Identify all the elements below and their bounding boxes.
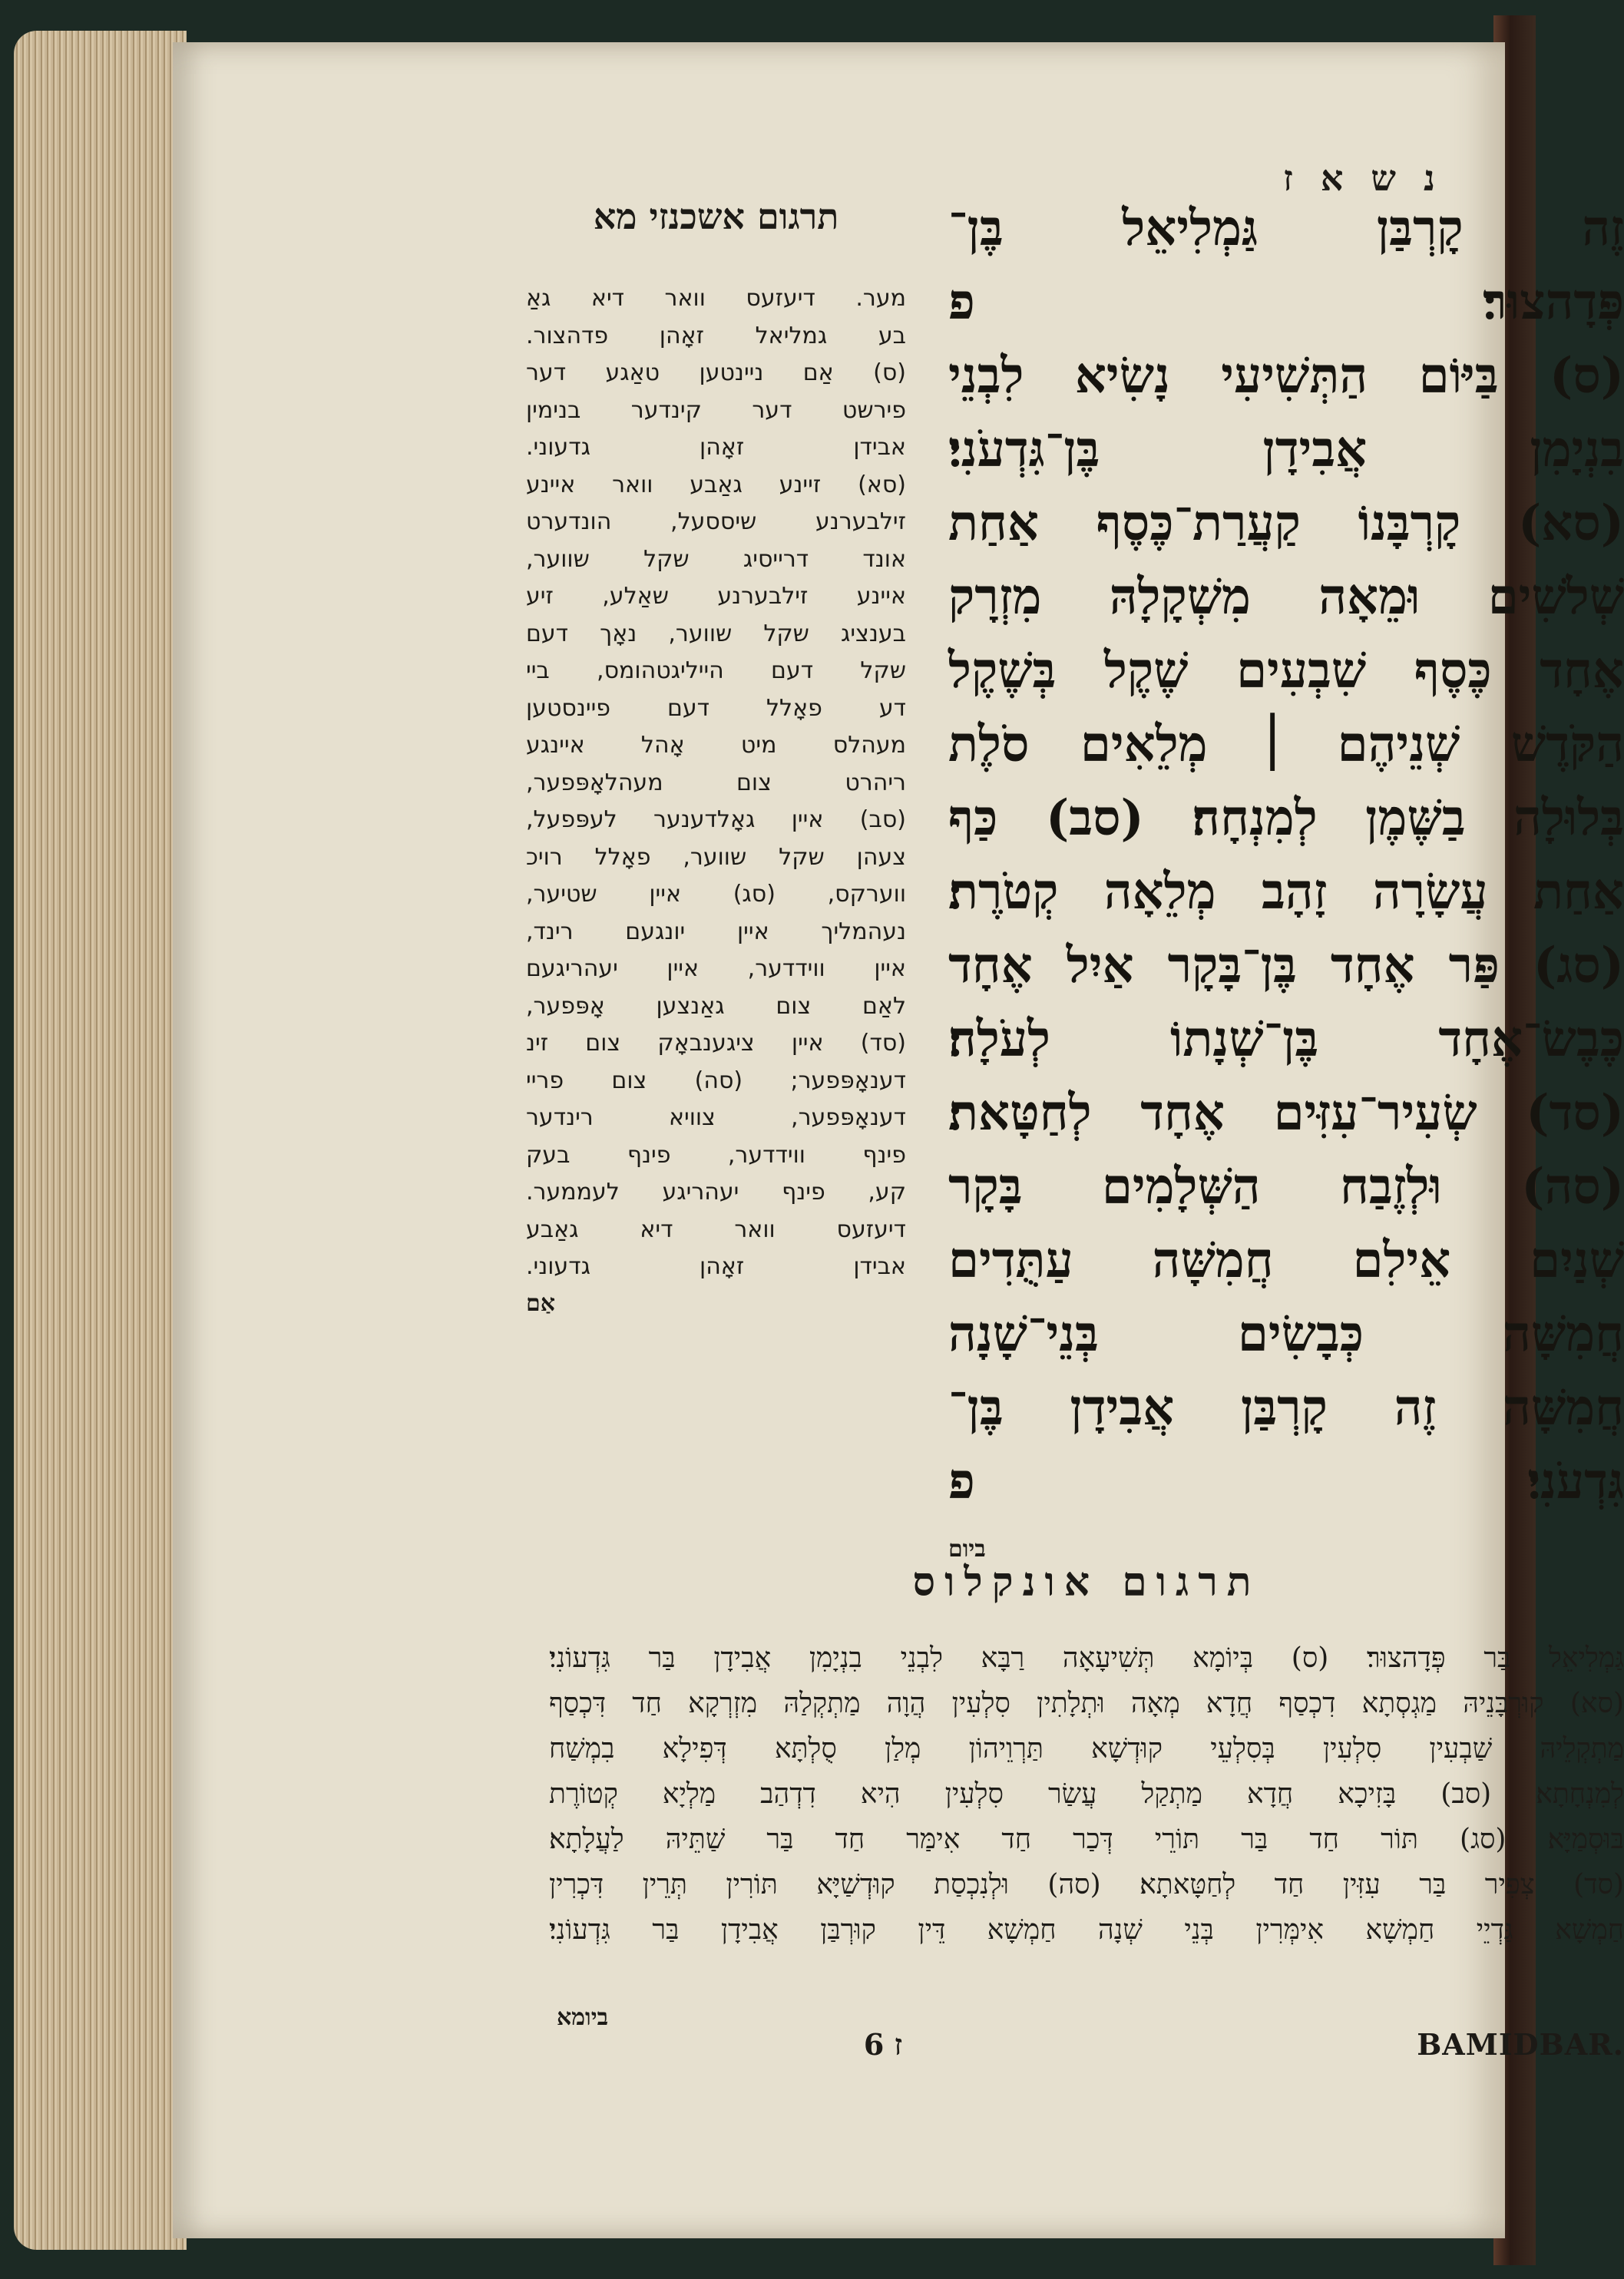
onkelos-title: תרגום אונקלוס xyxy=(912,1559,1261,1606)
onkelos-catchword: ביומא xyxy=(557,2004,609,2031)
translation-line: דענאָפּפער; (סה) צום פריי xyxy=(526,1067,906,1094)
onkelos-line: (סא) קוּרְבָּנֵיהּ מַגְסְתָא דִכְסַף חֲדָא מְאָה וּתְלָתִין סִלְעִין הֲוָה מַתְקְלַהּ מִזְרְקָא חַד דִּכְסַף xyxy=(549,1688,1624,1719)
translation-line: (ס) אַם ניינטען טאַגע דער xyxy=(526,359,906,386)
translation-line: (סא) זיינע גאַבע וואר איינע xyxy=(526,471,906,498)
onkelos-line: (סד) צְפִיר בַּר עִזִּין חַד לְחַטָּאתָא׃ (סה) וּלְנִכְסַת קוּדְשַׁיָּא תּוֹרִין תְּרֵין דִּכְרִין xyxy=(549,1869,1624,1900)
running-head-left: תרגום אשכנזי מא xyxy=(593,196,839,237)
onkelos-line: לְמִנְחָתָא׃ (סב) בָּזִיכָא חֲדָא מַתְקַל עֲשַׂר סִלְעִין הִיא דִדְהַב מַלְיָא קְטוֹרֶת xyxy=(549,1778,1624,1810)
main-text-line: פְּדָהצוּר׃ פ xyxy=(948,273,1624,331)
translation-line: ווערקס, (סג) איין שטיער, xyxy=(526,881,906,908)
translation-line: מער. דיעזעס וואר דיא גאַ xyxy=(526,285,906,312)
translation-line: אבידן זאָהן גדעוני. xyxy=(526,1253,906,1280)
book-title-footer: BAMIDBAR. xyxy=(1417,2027,1624,2062)
translation-line: (סד) איין ציגענבאָק צום זינ xyxy=(526,1030,906,1057)
translation-line: נעהמליך איין יונגעם רינד, xyxy=(526,918,906,945)
main-text-line: (ס) בַּיּוֹם הַתְּשִׁיעִי נָשִׂיא לִבְנֵי xyxy=(948,347,1624,405)
book-page xyxy=(173,42,1624,2238)
translation-line: ריהרט צום מעהלאָפּפער, xyxy=(526,769,906,796)
main-text-line: בִנְיָמִן אֲבִידָן בֶּן־גִּדְעֹנִי׃ xyxy=(948,421,1624,478)
main-text-line: חֲמִשָּׁה כְּבָשִׂים בְּנֵי־שָׁנָה xyxy=(948,1305,1624,1363)
onkelos-line: בּוּסְמַיָּא׃ (סג) תּוֹר חַד בַּר תּוֹרֵי דְּכַר חַד אִימַּר חַד בַּר שַׁתֵּיהּ לַעֲלָתָא׃ xyxy=(549,1824,1624,1855)
translation-line: בע גמליאל זאָהן פדהצור. xyxy=(526,322,906,349)
onkelos-line: חַמְשָׁא גַּדְיֵי חַמְשָׁא אִימְּרִין בְּנֵי שְׁנָה חַמְשָׁא דֵּין קוּרְבַּן אֲבִידָן בַּר גִּדְעוֹנִי׃ xyxy=(549,1914,1624,1946)
translation-line: איין ווידדער, איין יעהריגעם xyxy=(526,955,906,982)
translation-line: לאַם צום גאַנצען אָפּפער, xyxy=(526,992,906,1020)
main-text-line: גִּדְעֹנִי׃ פ xyxy=(948,1453,1624,1510)
translation-line: שקל דעם הייליגטהומס, ביי xyxy=(526,657,906,684)
translation-line: איינע זילבערנע שאַלע, זיע xyxy=(526,583,906,610)
main-text-line: בְּלוּלָה בַשֶּׁמֶן לְמִנְחָה׃ (סב) כַּף xyxy=(948,789,1624,847)
onkelos-line: מַתְקְלֵיהּ שַׁבְעִין סִלְעִין בְּסִלְעֵי קוּדְשָׁא תַּרְוֵיהוֹן מְלַן סֻלְתָּא דְּפִילָא בִמְשַׁח xyxy=(549,1733,1624,1765)
main-catchword: ביום xyxy=(948,1536,986,1563)
translation-line: פינף ווידדער, פינף בעק xyxy=(526,1141,906,1169)
main-text-line: כֶּבֶשׂ־אֶחָד בֶּן־שְׁנָתוֹ לְעֹלָה׃ xyxy=(948,1011,1624,1068)
main-text-line: שְׁנַיִם אֵילִם חֲמִשָּׁה עַתֻּדִים xyxy=(948,1232,1624,1289)
main-text-line: (סג) פַּר אֶחָד בֶּן־בָּקָר אַיִל אֶחָד xyxy=(948,937,1624,994)
main-text-line: אַחַת עֲשָׂרָה זָהָב מְלֵאָה קְטֹרֶת׃ xyxy=(948,863,1624,921)
main-text-line: (סה) וּלְזֶבַח הַשְּׁלָמִים בָּקָר xyxy=(948,1158,1624,1216)
main-text-line: חֲמִשָּׁה זֶה קָרְבַּן אֲבִידָן בֶּן־ xyxy=(948,1379,1624,1437)
book-page-edges xyxy=(14,31,187,2250)
translation-line: דע פאָלל דעם פיינסטען xyxy=(526,694,906,722)
onkelos-line: גַּמְלִיאֵל בַּר פְּדָהצוּר׃ (ס) בְּיוֹמָא תְּשִׁיעָאָה רַבָּא לִבְנֵי בִנְיָמִן אֲבִידָן בַּר גִּדְעוֹנִי׃ xyxy=(549,1642,1624,1674)
main-text-line: (סד) שְׂעִיר־עִזִּים אֶחָד לְחַטָּאת׃ xyxy=(948,1084,1624,1142)
running-head-right: נ ש א ז xyxy=(1283,157,1443,199)
translation-line: דענאָפּפער, צוויא רינדער xyxy=(526,1104,906,1131)
signature-mark: 6 ז xyxy=(863,2027,903,2062)
main-text-line: הַקֹּדֶשׁ שְׁנֵיהֶם ׀ מְלֵאִים סֹלֶת xyxy=(948,716,1624,773)
translation-line: פירשט דער קינדער בנימין xyxy=(526,396,906,424)
main-text-line: אֶחָד כֶּסֶף שִׁבְעִים שֶׁקֶל בְּשֶׁקֶל xyxy=(948,642,1624,700)
translation-line: צעהן שקל שווער, פאָלל רויכ xyxy=(526,843,906,871)
translation-catchword: אַם xyxy=(526,1290,555,1317)
translation-column xyxy=(526,280,906,1286)
translation-line: אונד דרייסיג שקל שווער, xyxy=(526,545,906,573)
translation-line: קע, פינף יעהריגע לעממער. xyxy=(526,1179,906,1206)
translation-line: זילבערנע שיססעל, הונדערט xyxy=(526,508,906,535)
main-text-line: (סא) קָרְבָּנוֹ קַעֲרַת־כֶּסֶף אַחַת xyxy=(948,495,1624,552)
translation-line: דיעזעס וואר דיא גאַבע xyxy=(526,1216,906,1243)
translation-line: מעהלס מיט אָהל איינגע xyxy=(526,732,906,759)
translation-line: (סב) איין גאָלדענער לעפּפעל, xyxy=(526,806,906,833)
main-text-line: זֶה קָרְבַּן גַּמְלִיאֵל בֶּן־ xyxy=(948,200,1624,257)
translation-line: אבידן זאָהן גדעוני. xyxy=(526,434,906,461)
main-text-column xyxy=(948,192,1624,1519)
onkelos-text xyxy=(549,1636,1624,1953)
main-text-line: שְׁלֹשִׁים וּמֵאָה מִשְׁקָלָהּ מִזְרָק xyxy=(948,568,1624,626)
translation-line: בענציג שקל שווער, נאָך דעם xyxy=(526,620,906,647)
